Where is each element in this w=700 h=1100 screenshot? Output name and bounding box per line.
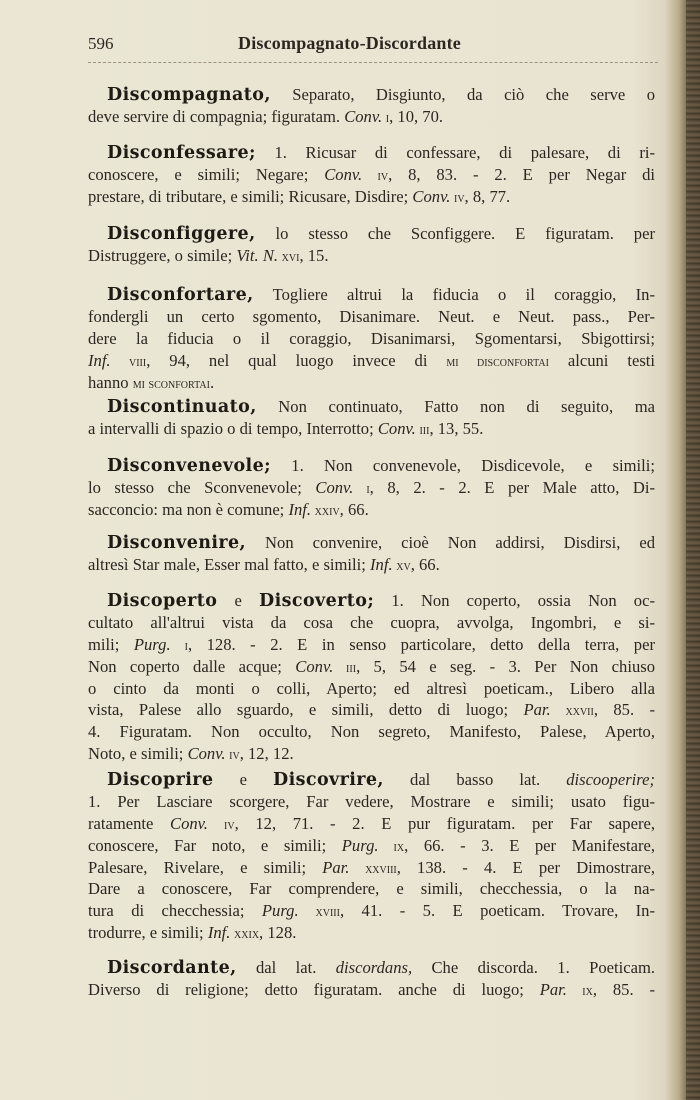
text-line (88, 957, 655, 979)
entry-text: lo stesso che Sconfiggere. E figuratam. per (255, 224, 655, 243)
text-line (88, 900, 655, 922)
dictionary-entry (88, 769, 655, 944)
small-caps-text: iii (415, 421, 430, 438)
entry-text: , 66. (410, 554, 440, 574)
italic-citation: Inf. (88, 350, 111, 370)
text-line (88, 791, 655, 813)
entry-text: a intervalli di spazio o di tempo, Interrotto; (88, 418, 378, 438)
text-line (88, 554, 655, 576)
entry-text: Separato, Disgiunto, da ciò che serve o (270, 85, 655, 104)
text-line (88, 499, 655, 521)
small-caps-text: mi disconfortai (446, 353, 549, 370)
headword: Discompagnato, (107, 85, 271, 105)
text-line (88, 418, 655, 440)
italic-citation: Conv. (295, 656, 334, 676)
text-line (88, 396, 655, 418)
page-edge-shadow (686, 0, 700, 1100)
italic-citation: Vit. N. (236, 245, 279, 265)
entry-text: 1. Non convenevole, Disdicevole, e simili; (270, 456, 655, 475)
entry-text: dal basso lat. (383, 770, 567, 789)
entry-text: , 13, 55. (429, 418, 484, 438)
italic-citation: Conv. (187, 744, 226, 764)
text-line (88, 84, 655, 106)
italic-citation: Conv. (324, 164, 363, 184)
text-line (88, 186, 655, 208)
text-line (88, 612, 655, 634)
text-line (88, 678, 655, 700)
entry-text: Togliere altrui la fiducia o il coraggio, In- (253, 285, 655, 304)
running-title: Discompagnato-Discordante (238, 33, 461, 53)
entry-text: conoscere, Far noto, e simili; (88, 835, 342, 855)
headword: Disconfessare; (107, 143, 256, 163)
text-line (88, 656, 655, 678)
entry-text: vista, Palese allo sguardo, e simili, detto di luogo; (88, 700, 524, 720)
small-caps-text: iv (362, 167, 389, 184)
italic-citation: Par. (523, 700, 551, 720)
text-line (88, 142, 655, 164)
entry-text: , 85. - (593, 700, 655, 720)
text-line (88, 532, 655, 554)
text-line (88, 699, 655, 721)
entry-text: , 8, 83. - 2. E per Negar di (388, 164, 655, 184)
small-caps-text: viii (110, 353, 147, 370)
entry-text: o cinto da monti o colli, Aperto; ed altresì poeticam., Libero alla (88, 678, 655, 698)
small-caps-text: mi sconfortai (132, 375, 210, 392)
dictionary-entry (88, 396, 655, 440)
small-caps-text: xvi (278, 248, 300, 265)
small-caps-text: ix (566, 982, 593, 999)
text-line (88, 284, 655, 306)
entry-text: deve servire di compagnia; figuratam. (88, 106, 345, 126)
text-line (88, 922, 655, 944)
small-caps-text: xxiv (311, 502, 340, 519)
small-caps-text: ix (378, 838, 405, 855)
headword: Discontinuato, (107, 397, 257, 417)
small-caps-text: i (353, 480, 370, 497)
entry-text: , 85. - (592, 979, 655, 999)
entry-text: Non coperto dalle acque; (88, 656, 296, 676)
italic-citation: Purg. (133, 634, 171, 654)
entry-text: mili; (88, 634, 134, 654)
entry-text: , 138. - 4. E per Dimostrare, (396, 857, 655, 877)
header-rule (88, 62, 658, 63)
italic-citation: Inf. (370, 554, 393, 574)
text-line (88, 857, 655, 879)
headword: Discovrire, (273, 770, 384, 790)
dictionary-entry (88, 455, 655, 521)
text-line (88, 328, 655, 350)
entry-text: e (217, 591, 260, 610)
italic-citation: Purg. (261, 901, 299, 921)
italic-citation: Inf. (207, 923, 231, 943)
entry-text: , 15. (299, 245, 329, 265)
entry-text: . (209, 372, 215, 392)
entry-text: ratamente (88, 813, 171, 833)
text-line (88, 372, 655, 394)
entry-text: conoscere, e simili; Negare; (88, 164, 325, 184)
text-line (88, 590, 655, 612)
entry-text: hanno (88, 372, 133, 392)
dictionary-entry (88, 142, 655, 208)
entry-text: Che discorda. 1. Poeticam. (412, 958, 656, 977)
headword: Disconfiggere, (107, 224, 256, 244)
entry-text: Palesare, Rivelare, e simili; (88, 857, 323, 877)
entry-text: , 66. (339, 499, 369, 519)
text-line (88, 223, 655, 245)
dictionary-entry (88, 84, 655, 128)
entry-text: 1. Per Lasciare scorgere, Far vedere, Mostrare e simili; usato figu- (88, 791, 655, 811)
entry-text: altresì Star male, Esser mal fatto, e simili; (88, 554, 371, 574)
entry-text: Noto, e simili; (88, 744, 188, 764)
italic-citation: Conv. (344, 106, 383, 126)
text-line (88, 813, 655, 835)
italic-citation: Inf. (288, 499, 312, 519)
small-caps-text: iv (207, 816, 235, 833)
text-line (88, 835, 655, 857)
entry-text: dal lat. (236, 958, 336, 977)
entry-text: , 10, 70. (389, 106, 444, 126)
text-line (88, 634, 655, 656)
italic-citation: Conv. (315, 477, 354, 497)
small-caps-text: xxix (230, 926, 260, 943)
small-caps-text: xv (392, 557, 411, 574)
headword: Discoverto; (259, 591, 375, 611)
entry-text: prestare, di tributare, e simili; Ricusare, Disdire; (88, 186, 413, 206)
text-line (88, 350, 655, 372)
headword: Discoprire (107, 770, 214, 790)
dictionary-entry (88, 284, 655, 393)
text-line (88, 721, 655, 743)
text-line (88, 477, 655, 499)
entry-text: , 128. - 2. E in senso particolare, detto della terra, per (187, 634, 655, 654)
italic-citation: Conv. (412, 186, 451, 206)
small-caps-text: xxvii (550, 703, 594, 720)
italic-citation: discooperire; (566, 770, 655, 789)
text-line (88, 769, 655, 791)
small-caps-text: i (382, 109, 390, 126)
italic-citation: Par. (322, 857, 350, 877)
entry-text: tura di checchessia; (88, 901, 262, 921)
text-line (88, 878, 655, 900)
entry-text: Dare a conoscere, Far comprendere, e simili, checchessia, o la na- (88, 879, 655, 899)
entry-text: 1. Ricusar di confessare, di palesare, di ri- (255, 143, 655, 162)
entry-text: alcuni testi (548, 350, 655, 370)
entry-text: cultato all'altrui vista da cosa che cuopra, avvolga, Ingombri, e si- (88, 612, 655, 632)
entry-text: Non continuato, Fatto non di seguito, ma (256, 397, 655, 416)
entry-text: lo stesso che Sconvenevole; (88, 477, 316, 497)
entry-text: e (213, 770, 274, 789)
italic-citation: Conv. (170, 813, 208, 833)
entry-text: , 94, nel qual luogo invece di (146, 350, 447, 370)
small-caps-text: iii (333, 659, 357, 676)
headword: Disconvenire, (107, 533, 247, 553)
entry-text: 1. Non coperto, ossia Non oc- (374, 591, 655, 610)
italic-citation: Conv. (377, 418, 416, 438)
dictionary-entry (88, 590, 655, 765)
entry-text: , 66. - 3. E per Manifestare, (404, 835, 656, 855)
entry-text: Non convenire, cioè Non addirsi, Disdirsi, ed (246, 533, 655, 552)
entry-text: , 12, 12. (239, 744, 294, 764)
text-line (88, 245, 655, 267)
entry-text: Distruggere, o simile; (88, 245, 237, 265)
entry-text: 4. Figuratam. Non occulto, Non segreto, Manifesto, Palese, Aperto, (88, 722, 655, 742)
entry-text: , 41. - 5. E poeticam. Trovare, In- (339, 901, 655, 921)
entry-text: , 128. (259, 923, 297, 943)
entry-text: , 5, 54 e seg. - 3. Per Non chiuso (356, 656, 655, 676)
entry-text: fondergli un certo sgomento, Disanimare. Neut. e Neut. pass., Per- (88, 306, 655, 326)
text-line (88, 979, 655, 1001)
dictionary-entry (88, 957, 655, 1001)
entry-text: , 8, 77. (464, 186, 511, 206)
page-number: 596 (88, 34, 114, 53)
small-caps-text: iv (225, 747, 240, 764)
text-line (88, 164, 655, 186)
entry-text: , 8, 2. - 2. E per Male atto, Di- (369, 477, 655, 497)
headword: Discordante, (107, 958, 237, 978)
headword: Disconfortare, (107, 285, 254, 305)
entry-text: dere la fiducia o il coraggio, Disanimarsi, Sgomentarsi, Sbigottirsi; (88, 328, 655, 348)
italic-citation: Par. (539, 979, 567, 999)
dictionary-entry (88, 223, 655, 267)
italic-citation: discordans, (335, 958, 413, 977)
text-line (88, 743, 655, 765)
small-caps-text: i (170, 637, 188, 654)
small-caps-text: iv (450, 189, 465, 206)
text-line (88, 106, 655, 128)
small-caps-text: xxviii (349, 860, 397, 877)
small-caps-text: xviii (298, 904, 340, 921)
text-line (88, 306, 655, 328)
headword: Disconvenevole; (107, 456, 271, 476)
entry-text: Diverso di religione; detto figuratam. anche di luogo; (88, 979, 540, 999)
entry-text: , 12, 71. - 2. E pur figuratam. per Far sapere, (234, 813, 655, 833)
italic-citation: Purg. (341, 835, 379, 855)
entry-text: trodurre, e simili; (88, 923, 208, 943)
text-line (88, 455, 655, 477)
headword: Discoperto (107, 591, 218, 611)
dictionary-entry (88, 532, 655, 576)
entry-text: sacconcio: ma non è comune; (88, 499, 289, 519)
